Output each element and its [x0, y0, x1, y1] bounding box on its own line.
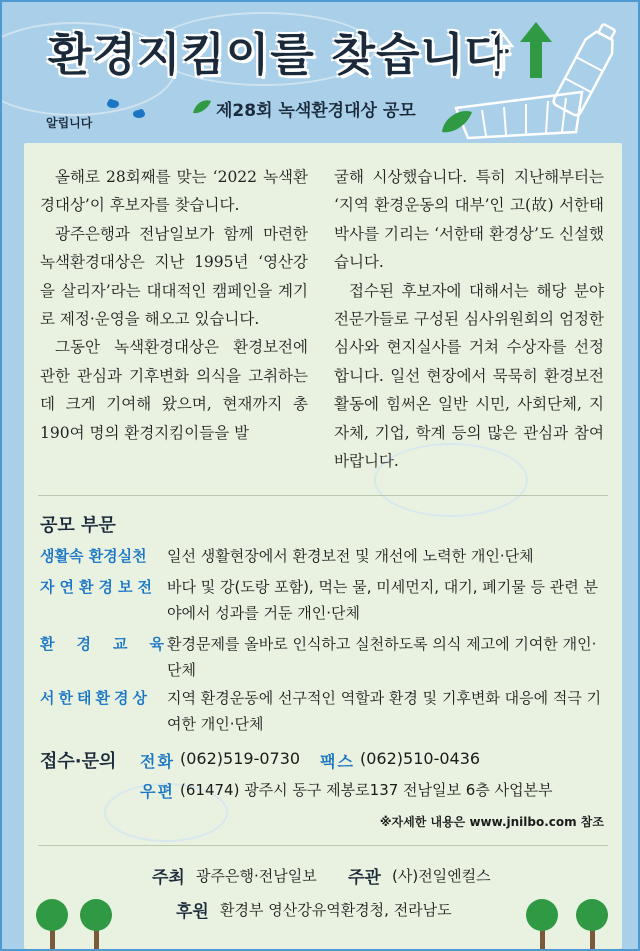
paragraph: 굴해 시상했습니다. 특히 지난해부터는 ‘지역 환경운동의 대부’인 고(故) 서한태 박사를 기리는 ‘서한태 환경상’도 신설했습니다. [334, 168, 604, 272]
category-desc: 바다 및 강(도랑 포함), 먹는 물, 미세먼지, 대기, 폐기물 등 관련 분야에서 성과를 거둔 개인·단체 [167, 578, 598, 622]
paragraph: 올해로 28회째를 맞는 ‘2022 녹색환경대상’이 후보자를 찾습니다. [40, 168, 308, 215]
fax-number: (062)510-0436 [360, 749, 481, 768]
manager-value: (사)전일엔컬스 [392, 867, 491, 885]
category-desc: 환경문제를 올바로 인식하고 실천하도록 의식 제고에 기여한 개인·단체 [167, 635, 597, 679]
tree-icon [32, 885, 122, 949]
fax-label: 팩스 [320, 752, 355, 771]
category-name: 자연환경보전 [40, 578, 157, 596]
article-column-right [334, 163, 604, 475]
divider [38, 845, 608, 846]
page-title: 환경지킴이를 찾습니다 [48, 28, 510, 81]
phone-label: 전화 [140, 752, 175, 771]
host-label: 주최 [152, 868, 185, 888]
reference-note: ※자세한 내용은 www.jnilbo.com 참조 [379, 815, 604, 829]
leaf-icon [442, 111, 472, 132]
basket-icon [456, 92, 582, 138]
post-address: (61474) 광주시 동구 제봉로137 전남일보 6층 사업본부 [180, 781, 553, 799]
leaf-icon [192, 99, 212, 115]
section-title: 공모 부문 [40, 515, 116, 536]
category-name: 생활속 환경실천 [40, 547, 147, 565]
paragraph: 광주은행과 전남일보가 함께 마련한 녹색환경대상은 지난 1995년 ‘영산강을 살리자’라는 대대적인 캠페인을 계기로 제정·운영을 해오고 있습니다. [40, 224, 308, 329]
host-value: 광주은행·전남일보 [196, 867, 317, 885]
post-label: 우편 [140, 782, 175, 801]
cloud-icon [132, 108, 146, 118]
contact-label: 접수·문의 [40, 751, 117, 772]
content-card [24, 143, 622, 949]
divider [38, 495, 608, 496]
category-name: 서한태환경상 [40, 689, 151, 707]
paragraph: 그동안 녹색환경대상은 환경보전에 관한 관심과 기후변화 의식을 고취하는 데 크게 기여해 왔으며, 현재까지 총 190여 명의 환경지킴이들을 발 [40, 338, 308, 442]
subtitle: 제28회 녹색환경대상 공모 [216, 101, 416, 121]
sponsor-label: 후원 [176, 902, 209, 922]
phone-number: (062)519-0730 [180, 749, 301, 768]
notice-label: 알립니다 [46, 116, 93, 130]
sponsor-value: 환경부 영산강유역환경청, 전라남도 [220, 901, 452, 919]
bottle-icon [552, 20, 623, 117]
category-desc: 일선 생활현장에서 환경보전 및 개선에 노력한 개인·단체 [167, 547, 534, 565]
recycle-arrow-icon [488, 22, 552, 78]
paragraph: 접수된 후보자에 대해서는 해당 분야 전문가들로 구성된 심사위원회의 엄정한 심사와 현지실사를 거쳐 수상자를 선정합니다. 일선 현장에서 묵묵히 환경보전 활동에 힘써온 일반 시민, 사회단체, 지자체, 기업, 학계 등의 많은 관심과 참여 바랍니다. [334, 281, 604, 471]
cloud-icon [106, 98, 120, 108]
article-column-left [40, 163, 308, 447]
tree-icon [520, 885, 616, 949]
recycle-decoration [442, 20, 632, 140]
category-desc: 지역 환경운동에 선구적인 역할과 환경 및 기후변화 대응에 적극 기여한 개인·단체 [167, 689, 602, 733]
category-name: 환경교육 [40, 635, 186, 653]
manager-label: 주관 [348, 868, 381, 888]
